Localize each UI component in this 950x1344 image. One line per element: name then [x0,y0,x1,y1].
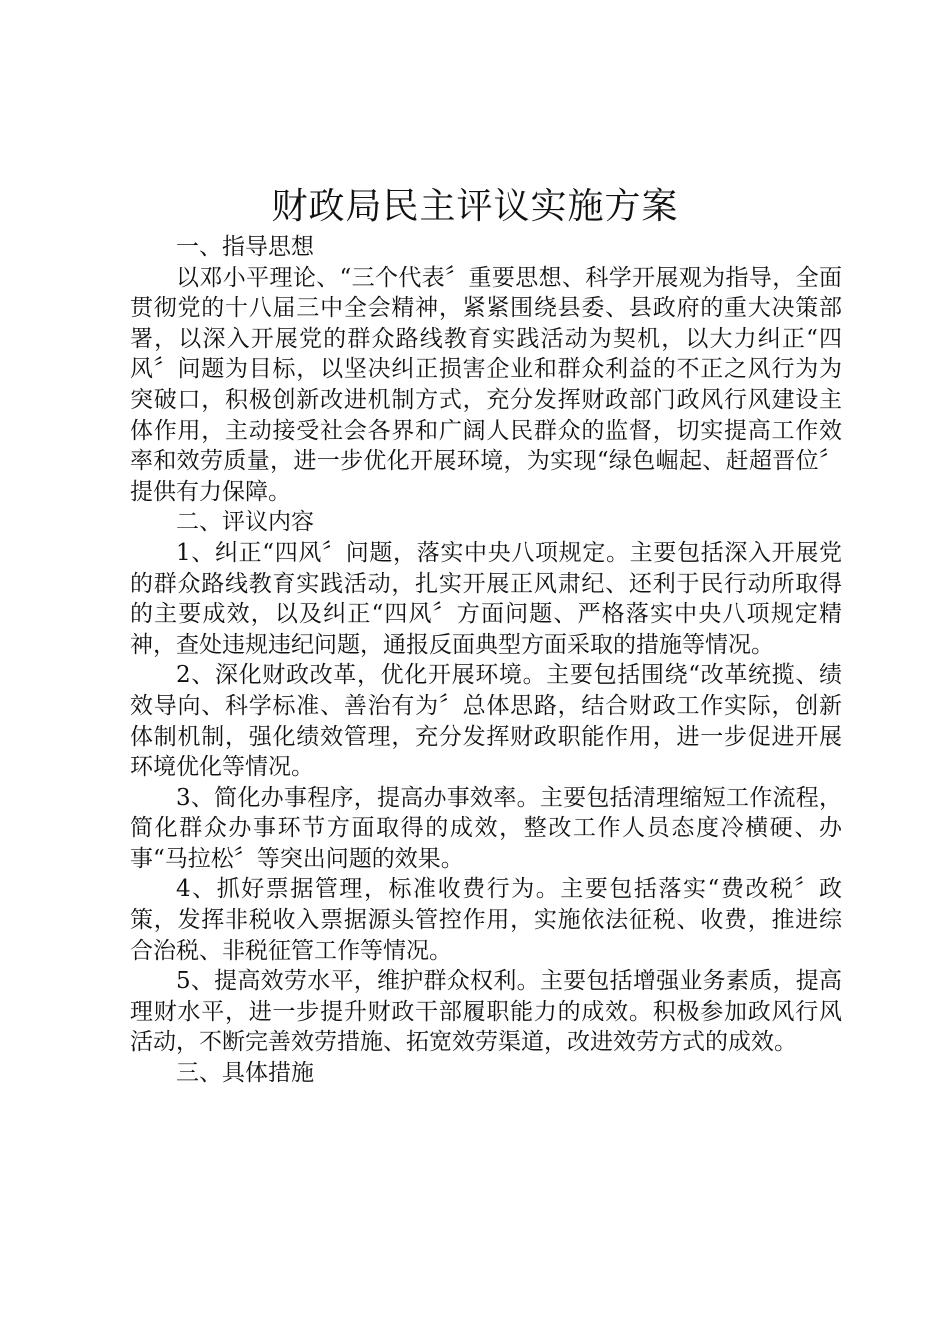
section-heading-evaluation-content: 二、评议内容 [176,509,314,536]
paragraph-item-4: 4、抓好票据管理，标准收费行为。主要包括落实“费改税〞政策，发挥非税收入票据源头管控作用，实施依法征税、收费，推进综合治税、非税征管工作等情况。 [130,876,842,964]
paragraph-item-2: 2、深化财政改革，优化开展环境。主要包括围绕“改革统揽、绩效导向、科学标准、善治有为〞总体思路，结合财政工作实际，创新体制机制，强化绩效管理，充分发挥财政职能作用，进一步促进开展环境优化等情况。 [130,662,842,781]
section-heading-guiding-ideology: 一、指导思想 [176,234,314,260]
paragraph-guiding-ideology: 以邓小平理论、“三个代表〞重要思想、科学开展观为指导，全面贯彻党的十八届三中全会精神，紧紧围绕县委、县政府的重大决策部署，以深入开展党的群众路线教育实践活动为契机，以大力纠正“四风〞问题为目标，以坚决纠正损害企业和群众利益的不正之风行为为突破口，积极创新改进机制方式，充分发挥财政部门政风行风建设主体作用，主动接受社会各界和广阔人民群众的监督，切实提高工作效率和效劳质量，进一步优化开展环境，为实现“绿色崛起、赶超晋位〞提供有力保障。 [130,264,842,505]
document-body [130,232,842,1089]
section-heading-specific-measures: 三、具体措施 [176,1060,314,1087]
paragraph-item-3: 3、简化办事程序，提高办事效率。主要包括清理缩短工作流程，简化群众办事环节方面取得的成效，整改工作人员态度冷横硬、办事“马拉松〞等突出问题的效果。 [130,784,842,872]
document-title: 财政局民主评议实施方案 [271,186,679,227]
paragraph-item-5: 5、提高效劳水平，维护群众权利。主要包括增强业务素质，提高理财水平，进一步提升财政干部履职能力的成效。积极参加政风行风活动，不断完善效劳措施、拓宽效劳渠道，改进效劳方式的成效。 [130,968,842,1056]
paragraph-item-1: 1、纠正“四风〞问题，落实中央八项规定。主要包括深入开展党的群众路线教育实践活动，扎实开展正风肃纪、还利于民行动所取得的主要成效，以及纠正“四风〞方面问题、严格落实中央八项规定精神，查处违规违纪问题，通报反面典型方面采取的措施等情况。 [130,539,842,658]
